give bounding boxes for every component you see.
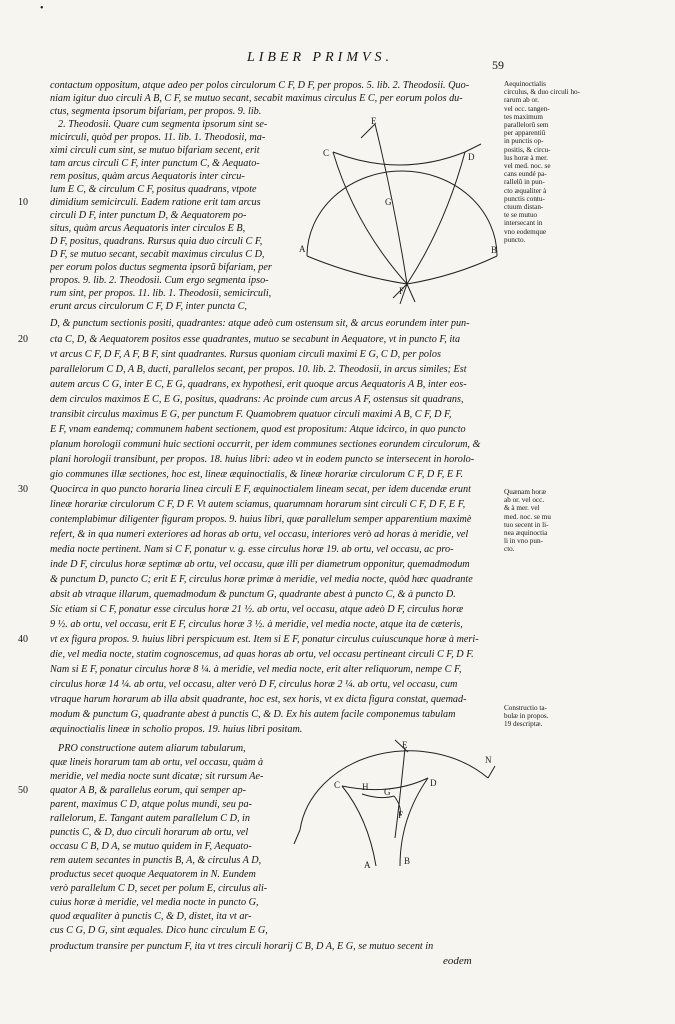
text-line: niam igitur duo circuli A B, C F, se mutuo secant, secabit maximus circulus E C, per eorum polos du- — [50, 93, 463, 104]
text-line: absit ab vtraque illarum, quemadmodum & punctum G, quadrante abest à puncto C, & à puncto D. — [50, 589, 456, 600]
text-line: vtraque harum horarum ab illa absit quadrante, hoc est, sex horis, vt ex dicta figura constat, quemad- — [50, 694, 467, 705]
text-line: die, vel media nocte, statim cognoscemus, ad quas horas ab ortu, vel occasu pertineant circuli C F, D F. — [50, 649, 474, 660]
text-line: plani horologii transibunt, per propos. 18. huius libri: adeo vt in eodem puncto se intersecent in horolo- — [50, 454, 475, 465]
text-line: contactum oppositum, atque adeo per polos circulorum C F, D F, per propos. 5. lib. 2. Theodosii. Quo- — [50, 80, 470, 91]
text-line: lineæ horariæ circulorum C F, D F. Vt autem sciamus, quarumnam horarum sint circuli C F, D F, E F, — [50, 499, 466, 510]
text-line: tam arcus circuli C F, inter punctum C, & Aequato- — [50, 158, 260, 169]
line-number: 40 — [18, 634, 28, 645]
label-B: B — [404, 856, 411, 866]
text-line: media nocte pertinent. Nam si C F, ponatur v. g. esse circulus horæ 19. ab ortu, vel occasu, ac pro- — [50, 544, 454, 555]
text-line: 2. Theodosii. Quare cum segmenta ipsorum sint se- — [58, 119, 268, 130]
label-G: G — [384, 787, 391, 797]
text-line: modum & punctum G, quadrante abest à punctis C, & D. Ex his autem facile componemus tabulam — [50, 709, 456, 720]
text-line: inde D F, circulus horæ septimæ ab ortu, vel occasu, quæ illi per diametrum opponitur, quemadmodum — [50, 559, 470, 570]
label-C: C — [323, 148, 330, 158]
text-line: productus secet quoque Aequatorem in N. Eundem — [50, 869, 256, 880]
label-F: F — [399, 286, 405, 296]
label-C: C — [334, 780, 341, 790]
text-line: æquinoctialis lineæ in scholio propos. 19. huius libri positam. — [50, 724, 303, 735]
text-line: D F, se mutuo secant, secabit maximus circulus C D, — [50, 249, 265, 260]
text-line: autem arcus C G, inter E C, E G, quadrans, ex hypothesi, erit quoque arcus Aequatoris A B, inter eos- — [50, 379, 467, 390]
running-head: LIBER PRIMVS. — [246, 50, 394, 65]
parallel-arc-cd — [333, 152, 465, 165]
text-line: lum E C, & circulum C F, positus quadrans, vtpote — [50, 184, 257, 195]
text-line: PRO constructione autem aliarum tabularum, — [58, 743, 246, 754]
text-line: vt arcus C F, D F, A F, B F, sint quadrantes. Rursus quoniam circuli maximi E G, C D, per polos — [50, 349, 441, 360]
label-H: H — [362, 782, 369, 792]
text-line: planum horologii communi huic sectioni occurrit, per idem communes sectiones eorundem circulorum, & — [50, 439, 481, 450]
text-line: rem positus, quàm arcus Aequatoris inter circu- — [50, 171, 245, 182]
label-D: D — [430, 778, 437, 788]
text-line: parallelorum C D, A B, ducti, parallelos secant, per propos. 10. lib. 2. Theodosii, in arcus similes; Est — [50, 364, 467, 375]
text-line: ximi circuli cum sint, se mutuo bifariam secent, erit — [50, 145, 260, 156]
text-line: rum sint, per propos. 11. lib. 1. Theodosii, semicirculi, — [50, 288, 272, 299]
text-line: quod æqualiter à punctis C, & D, distet, ita vt ar- — [50, 911, 252, 922]
line-number: 10 — [18, 197, 28, 208]
text-line: E F, vnam eandemq; communem habent sectionem, quod est propositum: Atque idcirco, in quo puncto — [50, 424, 466, 435]
text-line: verò parallelum C D, secet per polum E, circulus ali- — [50, 883, 268, 894]
arc-cb — [342, 786, 376, 866]
text-line: occasu C B, D A, se mutuo quidem in F, Aequato- — [50, 841, 252, 852]
text-line: dem circulos maximos E C, E G, positus, quadrans: Ac proinde cum arcus A F, ostensus sit quadrans, — [50, 394, 464, 405]
text-line: Quocirca in quo puncto horaria linea circuli E F, æquinoctialem lineam secat, per idem ducendæ erunt — [50, 484, 471, 495]
text-line: quæ lineis horarum tam ab ortu, vel occasu, quàm à — [50, 757, 264, 768]
figure-2-diagram — [290, 738, 500, 878]
catchword: eodem — [443, 955, 472, 967]
text-line: D, & punctum sectionis positi, quadrantes: atque adeò cum ostensum sit, & arcus eorundem inter pun- — [50, 318, 470, 329]
text-line: cus C G, D G, sint æquales. Dico hunc circulum E G, — [50, 925, 268, 936]
text-line: micirculi, quòd per propos. 11. lib. 1. Theodosii, ma- — [50, 132, 266, 143]
text-line: gio communes illæ sectiones, hoc est, lineæ æquinoctialis, & lineæ horariæ circulorum C F, D F, E F. — [50, 469, 464, 480]
equator-arc — [307, 171, 497, 256]
text-line: contemplabimur diligenter figuram propos. 9. huius libri, quæ parallelum semper apparentium maximè — [50, 514, 472, 525]
text-line: ctus, segmenta ipsorum bifariam, per propos. 9. lib. — [50, 106, 262, 117]
text-line: refert, & in qua numeri exteriores ad horas ab ortu, vel occasu, interiores verò ad horas à meridie, vel — [50, 529, 469, 540]
figure-1-diagram — [295, 116, 505, 316]
text-line: dimidium semicirculi. Eadem ratione erit tam arcus — [50, 197, 261, 208]
text-line: 9 ½. ab ortu, vel occasu, erit E F, circulus horæ 3 ½. à meridie, vel media nocte, atque ita de cæteris, — [50, 619, 463, 630]
text-line: circuli D F, inter punctum D, & Aequatorem po- — [50, 210, 247, 221]
text-line: Sic etiam si C F, ponatur esse circulus horæ 21 ½. ab ortu, vel occasu, atque adeò D F, circulus horæ — [50, 604, 464, 615]
label-A: A — [364, 860, 371, 870]
page-mark: • — [40, 3, 44, 14]
page-number: 59 — [492, 58, 504, 72]
margin-note-3: Constructio ta- bulæ in propos. 19 descriptæ. — [504, 704, 549, 729]
text-line: quator A B, & parallelus eorum, qui semper ap- — [50, 785, 247, 796]
margin-note-1: Aequinoctialis circulus, & duo circuli ho- rarum ab or. vel occ. tangen- tes maximum parallelorũ sem per apparentiũ in punctis op- positis, & circu- lus horæ à mer. vel med. noc. se cans eundé pa- rallelũ in pun- cto æqualiter à punctis contu- ctuum distan- te se mutuo intersecant in vno eodemque puncto. — [504, 80, 581, 244]
text-line: circulus horæ 14 ¼. ab ortu, vel occasu, alter verò D F, circulus horæ 2 ¼. ab ortu, vel occasu, cum — [50, 679, 458, 690]
text-line: parent, maximus C D, atque polus mundi, seu pa- — [50, 799, 252, 810]
arc-eg — [395, 748, 405, 838]
label-N: N — [485, 755, 492, 765]
label-G: G — [385, 197, 392, 207]
text-line: Nam si E F, ponatur circulus horæ 8 ¼. à meridie, vel media nocte, erit alter reliquorum, nempe C F, — [50, 664, 462, 675]
label-B: B — [491, 245, 498, 255]
label-A: A — [299, 244, 306, 254]
label-E: E — [371, 116, 377, 126]
text-line: D F, positus, quadrans. Rursus quia duo circuli C F, — [50, 236, 263, 247]
text-line: propos. 9. lib. 2. Theodosii. Cum ergo segmenta ipso- — [50, 275, 269, 286]
label-D: D — [468, 152, 475, 162]
text-line: meridie, vel media nocte sunt dicatæ; sit rursum Ae- — [50, 771, 264, 782]
lower-arc — [307, 256, 497, 284]
text-line: transibit circulus maximus E G, per punctum F. Quamobrem quatuor circuli maximi A B, C F, D F, — [50, 409, 452, 420]
text-line: vt ex figura propos. 9. huius libri perspicuum est. Item si E F, ponatur circulus cuiuscunque horæ à meri- — [50, 634, 479, 645]
label-E: E — [402, 740, 408, 750]
text-line: erunt arcus circulorum C F, D F, inter puncta C, — [50, 301, 247, 312]
text-line: productum transire per punctum F, ita vt tres circuli horarij C B, D A, E G, se mutuo secent in — [50, 941, 434, 952]
margin-note-2: Quænam horæ ab or. vel occ. & à mer. vel med. noc. se mu tuo secent in li- nea æquinoctia li in vno pun- cto. — [504, 488, 551, 554]
text-line: rem autem secantes in punctis B, A, & circulus A D, — [50, 855, 262, 866]
text-line: rallelorum, E. Tangant autem parallelum C D, in — [50, 813, 250, 824]
line-number: 20 — [18, 334, 28, 345]
text-line: punctis C, & D, duo circuli horarum ab ortu, vel — [50, 827, 249, 838]
text-line: cuius horæ à meridie, vel media nocte in puncto G, — [50, 897, 259, 908]
line-number: 30 — [18, 484, 28, 495]
line-number: 50 — [18, 785, 28, 796]
text-line: & punctum D, puncto C; erit E F, circulus horæ primæ à meridie, vel media nocte, quòd hæc quadrante — [50, 574, 473, 585]
equator-arc — [300, 751, 488, 830]
label-F: F — [398, 810, 404, 820]
text-line: situs, quàm arcus Aequatoris inter circulos E B, — [50, 223, 246, 234]
text-line: cta C, D, & Aequatorem positos esse quadrantes, mutuo se secabunt in Aequatore, vt in puncto F, ita — [50, 334, 461, 345]
arc-da — [400, 778, 428, 866]
text-line: per eorum polos ductus segmenta ipsorũ bifariam, per — [50, 262, 272, 273]
